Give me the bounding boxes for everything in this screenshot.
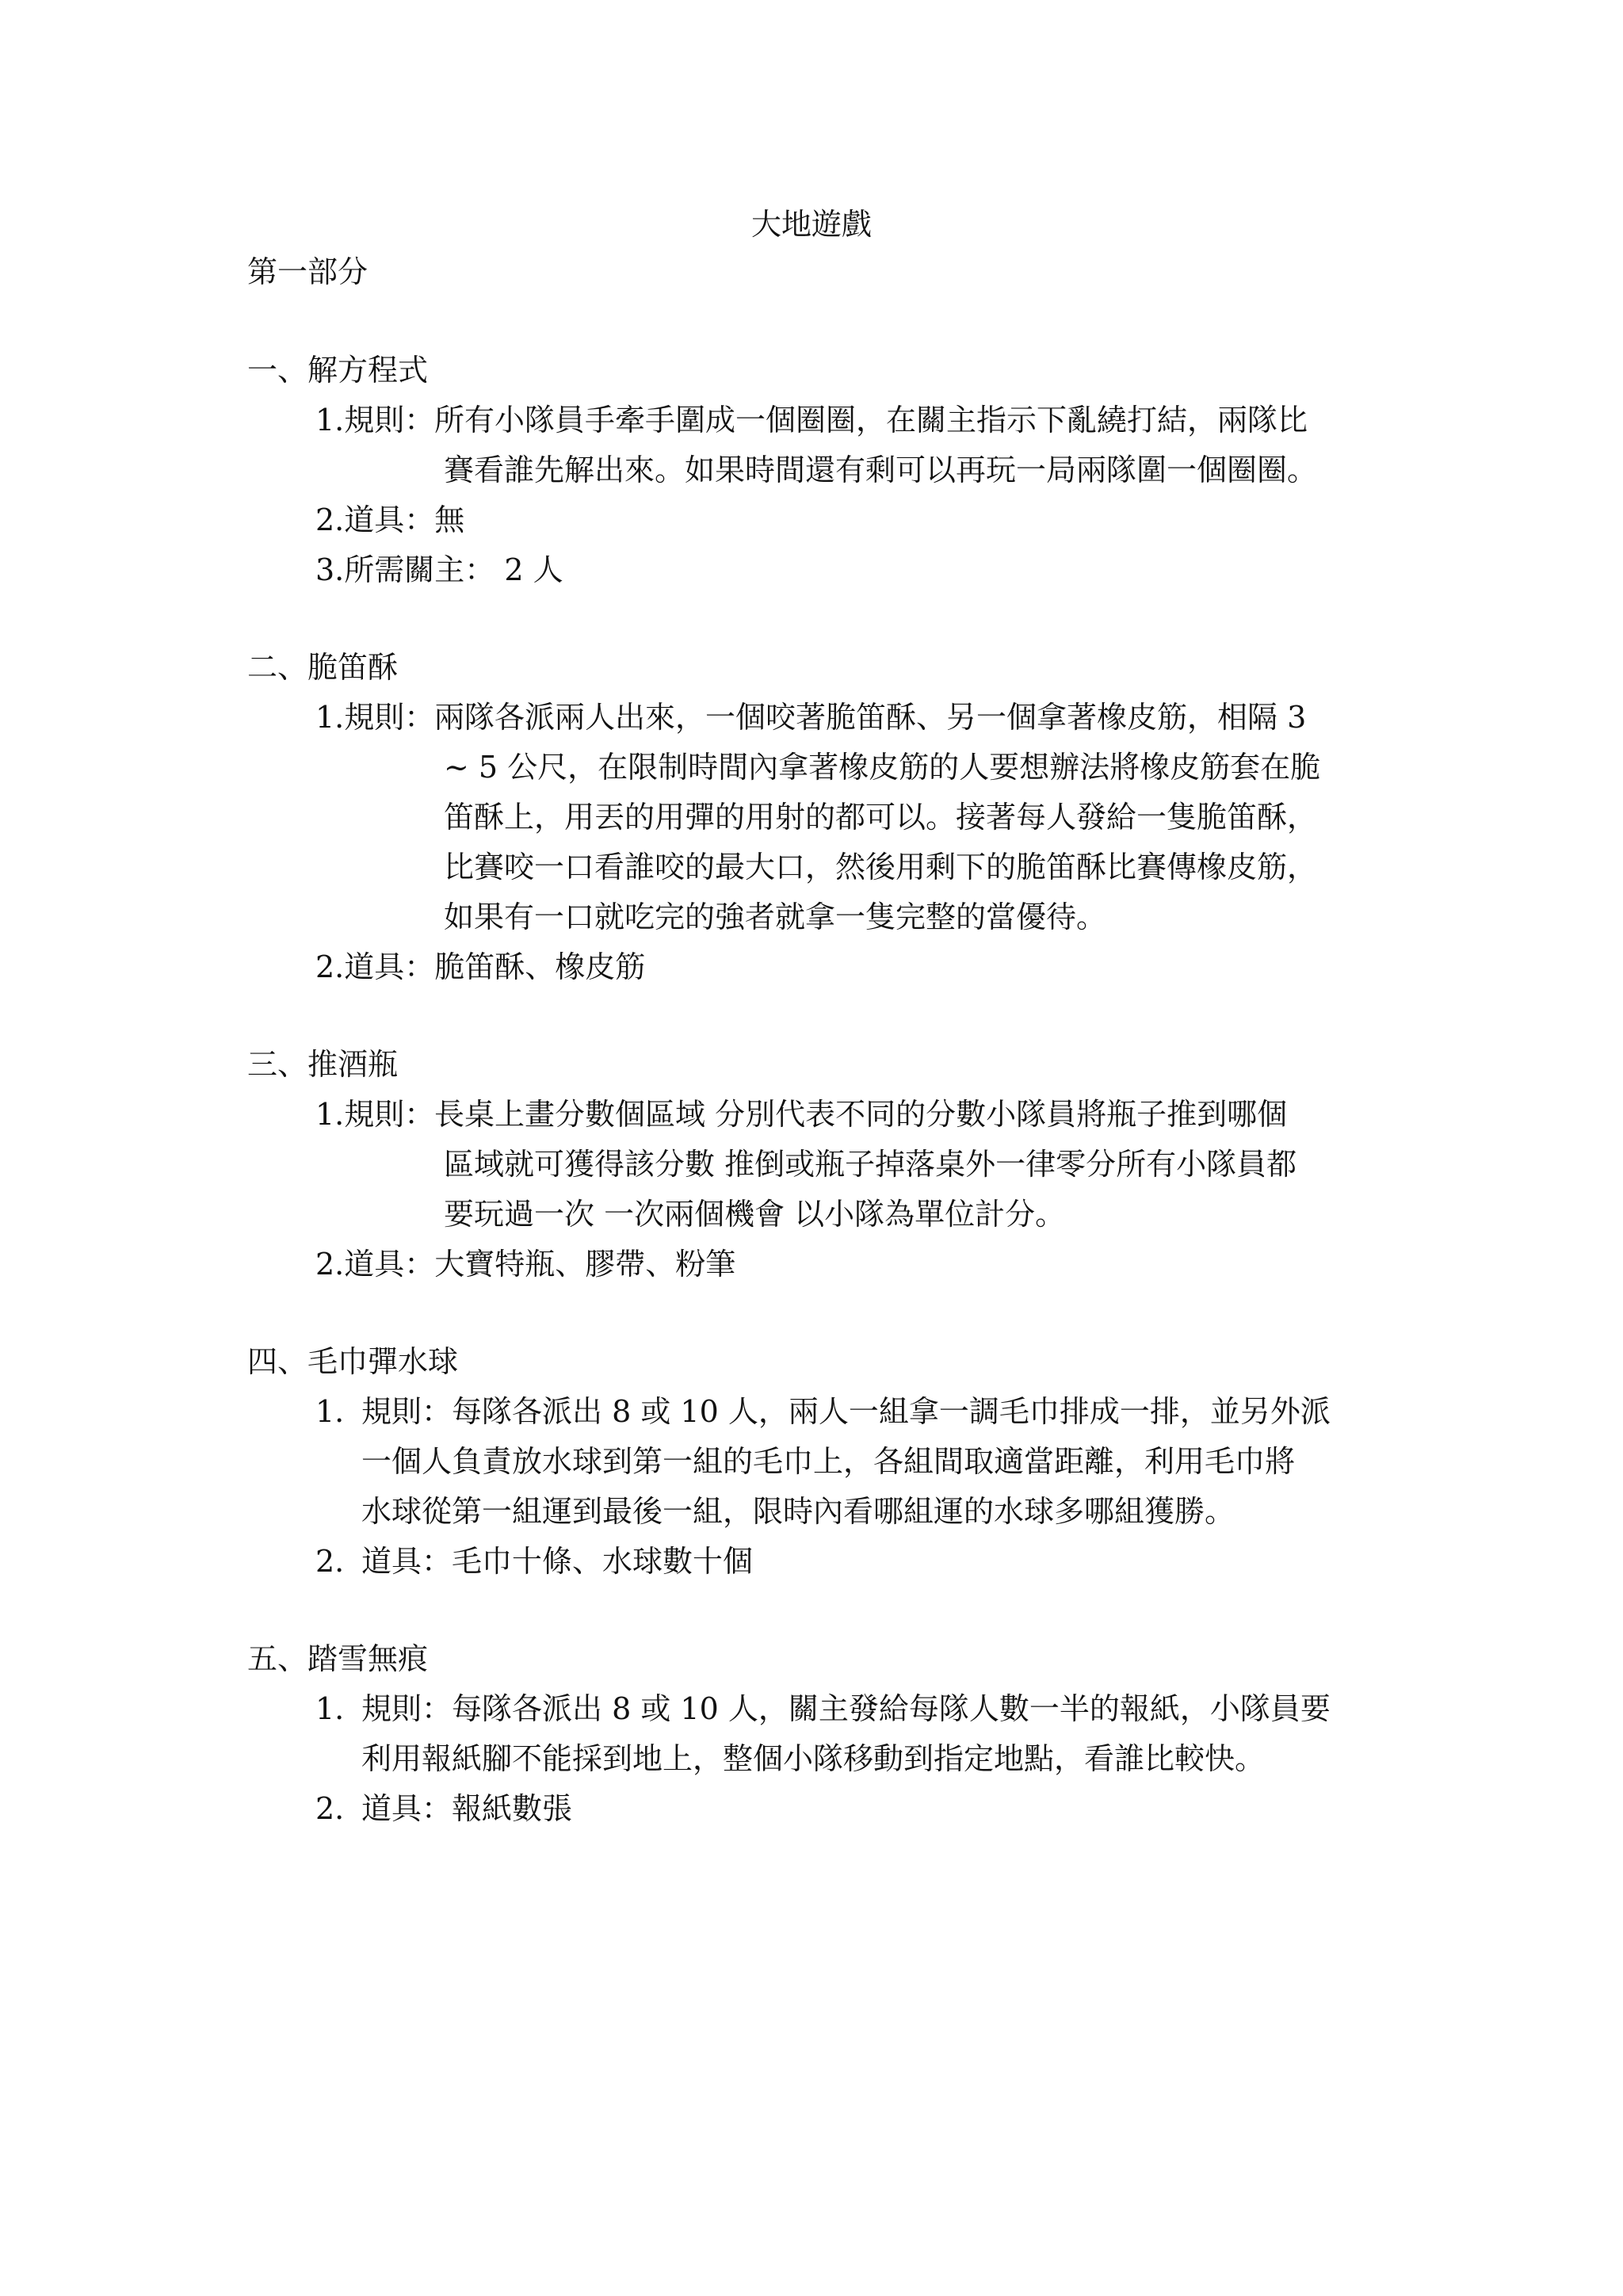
list-item: 道具：報紙數張	[361, 1791, 573, 1826]
rule-line: 一個人負責放水球到第一組的毛巾上，各組間取適當距離，利用毛巾將	[361, 1444, 1296, 1479]
section-heading: 四、毛巾彈水球	[247, 1344, 459, 1379]
item-label: 2.	[315, 1791, 345, 1826]
list-item: 2.道具：脆笛酥、橡皮筋	[315, 949, 646, 984]
section-heading: 二、脆笛酥	[247, 650, 399, 685]
rule-line: 水球從第一組運到最後一組，限時內看哪組運的水球多哪組獲勝。	[361, 1494, 1235, 1529]
rule-line: 區域就可獲得該分數 推倒或瓶子掉落桌外一律零分所有小隊員都	[444, 1147, 1297, 1182]
list-item: 3.所需關主： 2 人	[315, 552, 563, 587]
list-item: 2.道具：大寶特瓶、膠帶、粉筆	[315, 1247, 736, 1282]
section-heading: 一、解方程式	[247, 353, 429, 388]
rule-line: 規則：每隊各派出 8 或 10 人，兩人一組拿一調毛巾排成一排，並另外派	[361, 1394, 1331, 1429]
rule-label: 1.規則：	[315, 700, 435, 735]
rule-line: 利用報紙腳不能採到地上，整個小隊移動到指定地點，看誰比較快。	[361, 1741, 1266, 1776]
rule-line: 如果有一口就吃完的強者就拿一隻完整的當優待。	[444, 900, 1107, 934]
rule-label: 1.規則：	[315, 403, 435, 437]
section-heading: 五、踏雪無痕	[247, 1641, 429, 1676]
item-label: 2.	[315, 1544, 345, 1579]
rule-line: 長桌上畫分數個區域 分別代表不同的分數小隊員將瓶子推到哪個	[434, 1097, 1288, 1132]
rule-line: 規則：每隊各派出 8 或 10 人，關主發給每隊人數一半的報紙，小隊員要	[361, 1691, 1331, 1726]
document-title: 大地遊戲	[750, 207, 872, 242]
rule-line: 笛酥上，用丟的用彈的用射的都可以。接著每人發給一隻脆笛酥，	[444, 800, 1318, 835]
rule-label: 1.規則：	[315, 1097, 435, 1132]
rule-line: 要玩過一次 一次兩個機會 以小隊為單位計分。	[444, 1197, 1066, 1232]
list-item: 2.道具：無	[315, 502, 465, 537]
rule-line: 比賽咬一口看誰咬的最大口，然後用剩下的脆笛酥比賽傳橡皮筋，	[444, 850, 1318, 884]
rule-line: 賽看誰先解出來。如果時間還有剩可以再玩一局兩隊圍一個圈圈。	[444, 453, 1318, 487]
rule-line: ~ 5 公尺，在限制時間內拿著橡皮筋的人要想辦法將橡皮筋套在脆	[444, 750, 1321, 785]
rule-label: 1.	[315, 1691, 345, 1726]
part-heading: 第一部分	[247, 254, 369, 289]
rule-line: 兩隊各派兩人出來，一個咬著脆笛酥、另一個拿著橡皮筋，相隔 3	[434, 700, 1307, 735]
list-item: 道具：毛巾十條、水球數十個	[361, 1544, 754, 1579]
rule-label: 1.	[315, 1394, 345, 1429]
rule-line: 所有小隊員手牽手圍成一個圈圈，在關主指示下亂繞打結，兩隊比	[434, 403, 1308, 437]
section-heading: 三、推酒瓶	[247, 1047, 399, 1082]
